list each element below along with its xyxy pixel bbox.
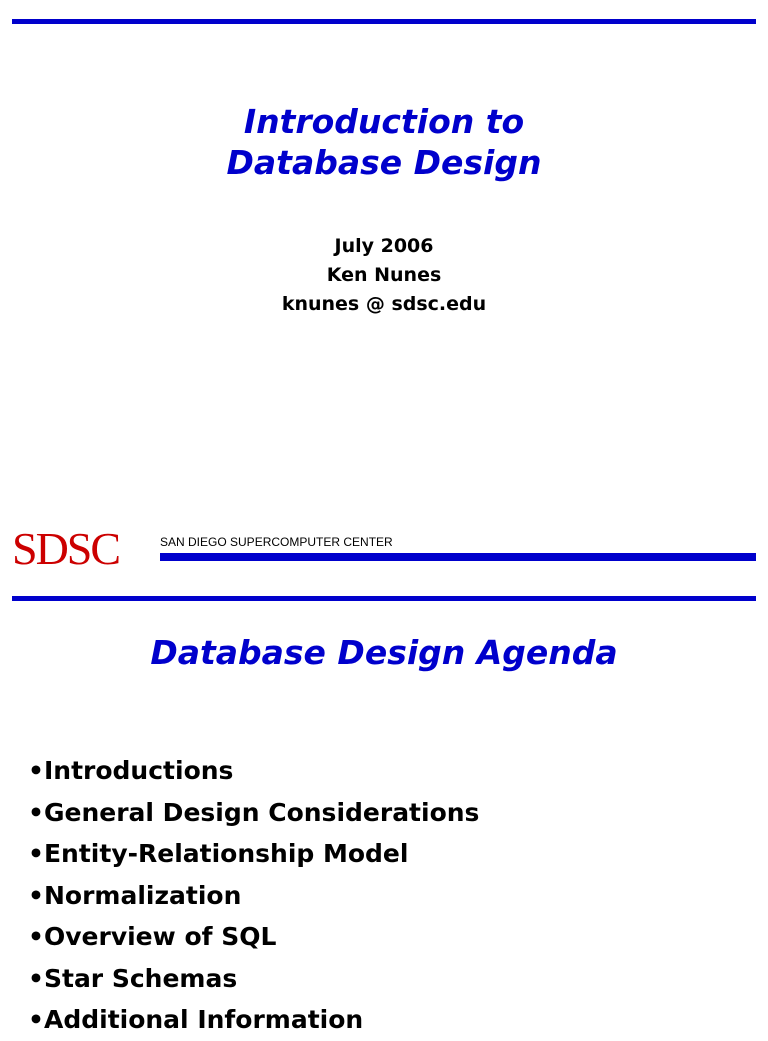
bullet-icon: • [28,922,44,951]
list-item [28,958,479,1000]
slide2-top-rule [12,596,756,601]
list-item [28,750,479,792]
agenda-item-label: Normalization [43,880,242,910]
footer-bar [160,553,756,561]
sdsc-footer [12,523,756,574]
sdsc-logo: SDSC [12,523,120,574]
list-item [28,916,479,958]
agenda-item-label: Introductions [43,756,234,785]
author-email: knunes @ sdsc.edu [281,293,487,315]
list-item [28,792,479,834]
agenda-list [28,750,479,1041]
bullet-icon: • [28,963,44,993]
bullet-icon: • [28,756,44,785]
list-item [28,833,479,875]
bullet-icon: • [28,797,44,827]
agenda-item-label: General Design Considerations [43,797,480,827]
agenda-item-label: Overview of SQL [43,922,277,951]
agenda-item-label: Additional Information [43,1005,364,1034]
list-item [28,999,479,1041]
presentation-date: July 2006 [334,235,434,257]
bullet-icon: • [28,880,44,910]
agenda-item-label: Entity-Relationship Model [43,839,409,868]
bullet-icon: • [28,839,44,868]
slide1-title-line2: Database Design [226,143,542,182]
bullet-icon: • [28,1005,44,1034]
slide1-title [0,101,768,183]
list-item [28,875,479,917]
slide2-title: Database Design Agenda [150,633,618,672]
org-name: SAN DIEGO SUPERCOMPUTER CENTER [160,535,393,549]
agenda-item-label: Star Schemas [43,963,238,993]
author-name: Ken Nunes [326,264,442,286]
top-rule [12,19,756,24]
slide1-title-line1: Introduction to [243,102,525,141]
slide1-meta [0,232,768,319]
